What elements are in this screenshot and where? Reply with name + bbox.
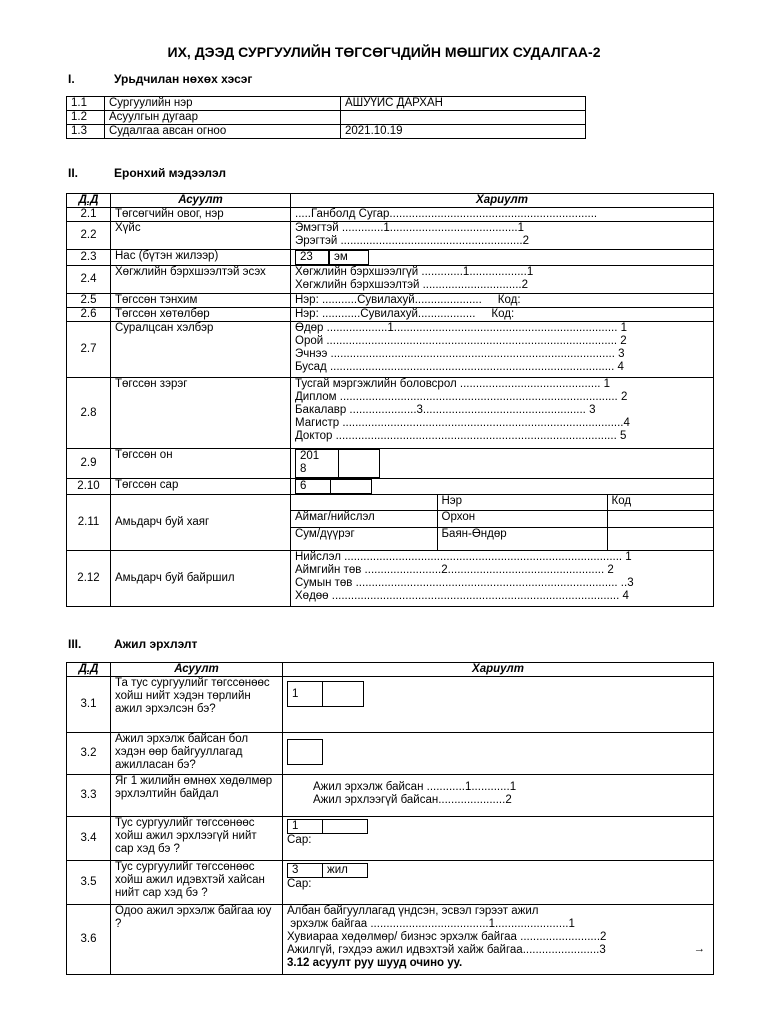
organizations-count-box[interactable] <box>287 739 323 765</box>
table-row: 3.2 Ажил эрхэлж байсан бол хэдэн өөр байгууллагад ажилласан бэ? <box>67 733 714 775</box>
table-row: 2.8 Төгссөн зэрэг Тусгай мэргэжлийн боловсрол ............................................ 1 Диплом ....................................................................................... 2 Бакалавр .....................3................................................... 3 Магистр ........................................................................................4 Доктор ........................................................................................ 5 <box>67 378 714 449</box>
table-row: 3.3 Яг 1 жилийн өмнөх хөдөлмөр эрхлэлтийн байдал Ажил эрхэлж байсан ............1............1 Ажил эрхлээгүй байсан.....................2 <box>67 775 714 817</box>
school-name-value: АШУҮИС ДАРХАН <box>341 97 586 111</box>
province-name: Орхон <box>437 511 607 528</box>
unemployed-months-box[interactable]: 1 <box>287 819 323 834</box>
job-search-unit-box: жил <box>323 863 368 878</box>
table-row: 3.4 Тус сургуулийг төгссөнөөс хойш ажил эрхлээгүй нийт сар хэд бэ ? 1 Сар: <box>67 817 714 861</box>
district-name: Баян-Өндөр <box>437 528 607 551</box>
survey-date-value: 2021.10.19 <box>341 125 586 139</box>
section-2-heading <box>68 166 226 180</box>
section-1-table <box>66 96 586 139</box>
job-types-box-2[interactable] <box>323 681 364 707</box>
section-2-table <box>66 193 714 607</box>
survey-number-value <box>341 111 586 125</box>
section-3-heading <box>68 637 197 651</box>
graduation-year-box-2[interactable] <box>339 449 380 478</box>
age-unit-box: эм <box>329 250 369 265</box>
table-row: 3.1 Та тус сургуулийг төгссөнөөс хойш нийт хэдэн төрлийн ажил эрхэлсэн бэ? 1 <box>67 677 714 733</box>
table-row: 3.5 Тус сургуулийг төгссөнөөс хойш ажил идэвхтэй хайсан нийт сар хэд бэ ? 3 жил Сар: <box>67 861 714 905</box>
skip-instruction: 3.12 асуулт руу шууд очино уу. <box>287 957 463 969</box>
section-1-number: I. <box>68 72 75 86</box>
section-2-title: Еронхий мэдээлэл <box>114 166 227 180</box>
job-types-box[interactable]: 1 <box>287 681 323 707</box>
table-row: 2.6 Төгссөн хөтөлбөр Нэр: ............Сувилахуй.................. Код: <box>67 308 714 322</box>
section-3-number: III. <box>68 637 82 651</box>
table-row: 1.2 Асуулгын дугаар <box>67 111 586 125</box>
table-row: 2.11 Амьдарч буй хаяг Нэр Код Аймаг/нийслэл Орхон Сум/дүүрэг Баян-Өндөр <box>67 495 714 551</box>
table-row: 2.1 Төгсөгчийн овог, нэр .....Ганболд Сугар................................................................. <box>67 208 714 222</box>
unemployed-months-box-2[interactable] <box>323 819 368 834</box>
table-row: 2.3 Нас (бүтэн жилээр) 23 эм <box>67 250 714 266</box>
table-row: 2.4 Хөгжлийн бэрхшээлтэй эсэх Хөгжлийн бэрхшээлгүй .............1..................1 Хөгжлийн бэрхшээлтэй ...............................2 <box>67 266 714 294</box>
arrow-right-icon: → <box>693 943 705 955</box>
section-1-title: Урьдчилан нөхөх хэсэг <box>114 72 253 86</box>
table-row: 2.12 Амьдарч буй байршил Нийслэл ....................................................................................... 1 Аймгийн төв ........................2................................................. 2 Сумын төв .................................................................................. ..3 Хөдөө .......................................................................................... 4 <box>67 551 714 607</box>
section-3-title: Ажил эрхлэлт <box>114 637 198 651</box>
section-2-number: II. <box>68 166 79 180</box>
section-1-heading <box>68 72 252 86</box>
table-row: 1.3 Судалгаа авсан огноо 2021.10.19 <box>67 125 586 139</box>
job-search-months-box[interactable]: 3 <box>287 863 323 878</box>
table-row: 2.10 Төгссөн сар 6 <box>67 479 714 495</box>
table-header: Д.Д Асуулт Хариулт <box>67 194 714 208</box>
graduation-month-box[interactable]: 6 <box>295 479 331 494</box>
table-row: 3.6 Одоо ажил эрхэлж байгаа юу ? Албан байгууллагад үндсэн, эсвэл гэрээт ажил эрхэлж байгаа .....................................1.......................1 Хувиараа хөдөлмөр/ бизнэс эрхэлж байгаа .........................2 Ажилгүй, гэхдээ ажил идвэхтэй хайж байгаа........................3 3.12 асуулт руу шууд очино уу. → <box>67 905 714 975</box>
table-row: 1.1 Сургуулийн нэр АШУҮИС ДАРХАН <box>67 97 586 111</box>
table-header: Д.Д Асуулт Хариулт <box>67 663 714 677</box>
section-3-table <box>66 662 714 975</box>
table-row: 2.7 Суралцсан хэлбэр Өдөр ...................1...................................................................... 1 Орой ........................................................................................... 2 Эчнээ ......................................................................................... 3 Бусад ......................................................................................... 4 <box>67 322 714 378</box>
graduation-month-box-2[interactable] <box>331 479 372 494</box>
page-title: ИХ, ДЭЭД СУРГУУЛИЙН ТӨГСӨГЧДИЙН МӨШГИХ СУДАЛГАА-2 <box>167 44 601 60</box>
table-row: 2.9 Төгссөн он 201 8 <box>67 449 714 479</box>
address-table: Нэр Код Аймаг/нийслэл Орхон Сум/дүүрэг Баян-Өндөр <box>291 495 713 550</box>
graduation-year-box[interactable]: 201 8 <box>295 449 339 478</box>
table-row: 2.2 Хүйс Эмэгтэй .............1........................................1 Эрэгтэй .........................................................2 <box>67 222 714 250</box>
age-box[interactable]: 23 <box>295 250 329 265</box>
table-row: 2.5 Төгссөн тэнхим Нэр: ...........Сувилахуй..................... Код: <box>67 294 714 308</box>
